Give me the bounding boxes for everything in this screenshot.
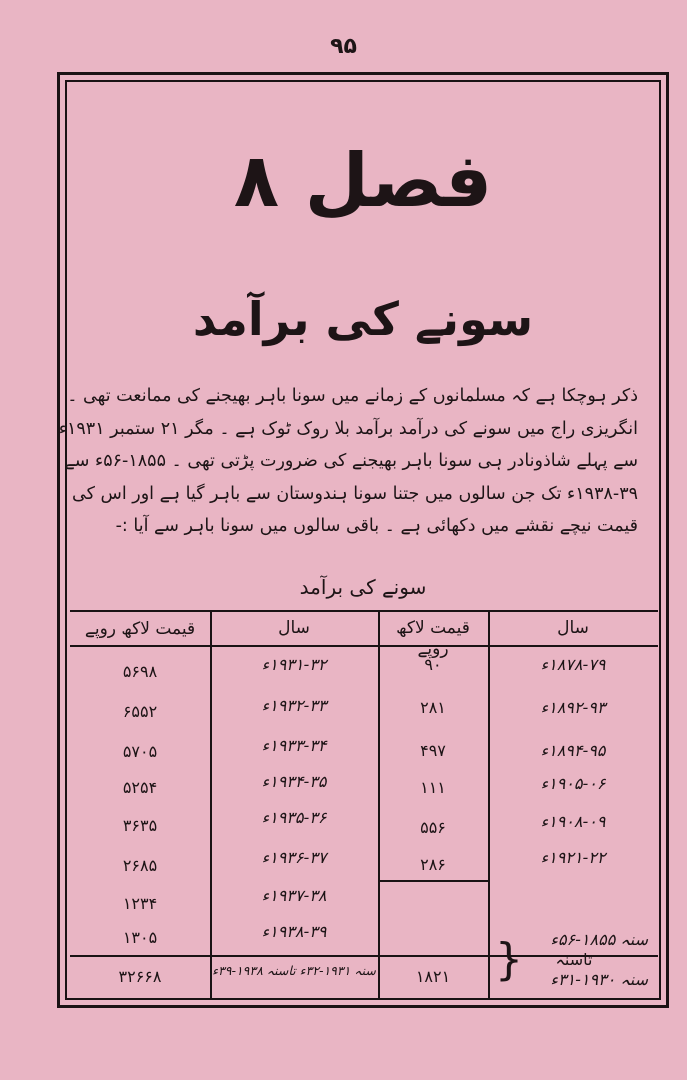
table-row-value: ۲۸۶ [420, 855, 446, 874]
table-row-year: ۱۹۳۲-۳۳ء [261, 696, 327, 715]
chapter-heading: فصل ۸ [233, 138, 493, 224]
brace-glyph: { [495, 934, 523, 985]
table-row-year: ۱۸۹۴-۹۵ء [540, 741, 606, 760]
total-year-range-right-end: سنہ ۱۹۳۰-۳۱ء [550, 970, 648, 989]
total-value-left: ۳۲۶۶۸ [118, 967, 162, 986]
table-row-value: ۶۵۵۲ [122, 702, 158, 721]
table-row-year: ۱۹۰۸-۰۹ء [540, 812, 606, 831]
table-row-year: ۱۹۳۸-۳۹ء [261, 922, 327, 941]
total-year-range-right-word: تاسنہ [555, 950, 593, 969]
paragraph-line: ذکر ہوچکا ہے کہ مسلمانوں کے زمانے میں سونا باہر بھیجنے کی ممانعت تھی ۔ [67, 386, 638, 406]
table-row-year: ۱۹۳۳-۳۴ء [261, 736, 327, 755]
paragraph-line: قیمت نیچے نقشے میں دکھائی ہے ۔ باقی سالوں میں سونا باہر سے آیا :- [115, 516, 638, 536]
table-row-value: ۹۰ [424, 655, 442, 674]
table-row-year: ۱۹۳۷-۳۸ء [261, 886, 327, 905]
header-year-left: سال [278, 618, 310, 638]
table-header-rule [70, 645, 658, 647]
table-row-value: ۱۳۰۵ [122, 928, 158, 947]
header-value-left: قیمت لاکھ روپے [84, 619, 196, 639]
table-row-value: ۵۵۶ [420, 818, 446, 837]
intro-paragraph [58, 380, 638, 543]
page-title: سونے کی برآمد [192, 292, 534, 346]
total-year-range-right-start: سنہ ۱۸۵۵-۵۶ء [550, 930, 648, 949]
paragraph-line: سے پہلے شاذونادر ہی سونا باہر بھیجنے کی ضرورت پڑتی تھی ۔ ۱۸۵۵-۵۶ء سے [64, 451, 638, 471]
table-row-value: ۲۶۸۵ [122, 856, 158, 875]
table-row-value: ۲۸۱ [420, 698, 446, 717]
table-row-value: ۴۹۷ [420, 741, 446, 760]
table-row-value: ۵۶۹۸ [122, 662, 158, 681]
table-row-year: ۱۹۳۶-۳۷ء [261, 848, 327, 867]
right-values-end-rule [378, 880, 488, 882]
header-year-right: سال [557, 618, 589, 638]
table-caption: سونے کی برآمد [299, 575, 427, 599]
paragraph-line: ۱۹۳۸-۳۹ء تک جن سالوں میں جتنا سونا ہندوستان سے باہر گیا ہے اور اس کی [72, 483, 638, 504]
table-row-value: ۵۲۵۴ [122, 778, 158, 797]
table-row-year: ۱۹۰۵-۰۶ء [540, 774, 606, 793]
header-value-right: قیمت لاکھ روپے [396, 618, 470, 659]
table-row-year: ۱۹۳۱-۳۲ء [261, 655, 327, 674]
page-number: ۹۵ [330, 34, 357, 59]
paragraph-line: انگریزی راج میں سونے کی درآمد برآمد بلا روک ٹوک ہے ۔ مگر ۲۱ ستمبر ۱۹۳۱ء [58, 418, 638, 439]
table-row-value: ۱۱۱ [420, 778, 446, 797]
table-row-year: ۱۹۲۱-۲۲ء [540, 848, 606, 867]
table-row-year: ۱۸۹۲-۹۳ء [540, 698, 606, 717]
table-row-year: ۱۹۳۴-۳۵ء [261, 772, 327, 791]
table-row-value: ۳۶۳۵ [122, 816, 158, 835]
table-row-year: ۱۸۷۸-۷۹ء [540, 655, 606, 674]
total-year-range-left: سنہ ۱۹۳۱-۳۲ء تاسنہ ۱۹۳۸-۳۹ء [212, 963, 376, 978]
table-row-value: ۵۷۰۵ [122, 742, 158, 761]
table-top-rule [70, 610, 658, 612]
table-row-value: ۱۲۳۴ [122, 894, 158, 913]
table-row-year: ۱۹۳۵-۳۶ء [261, 808, 327, 827]
total-value-right: ۱۸۲۱ [415, 967, 451, 986]
